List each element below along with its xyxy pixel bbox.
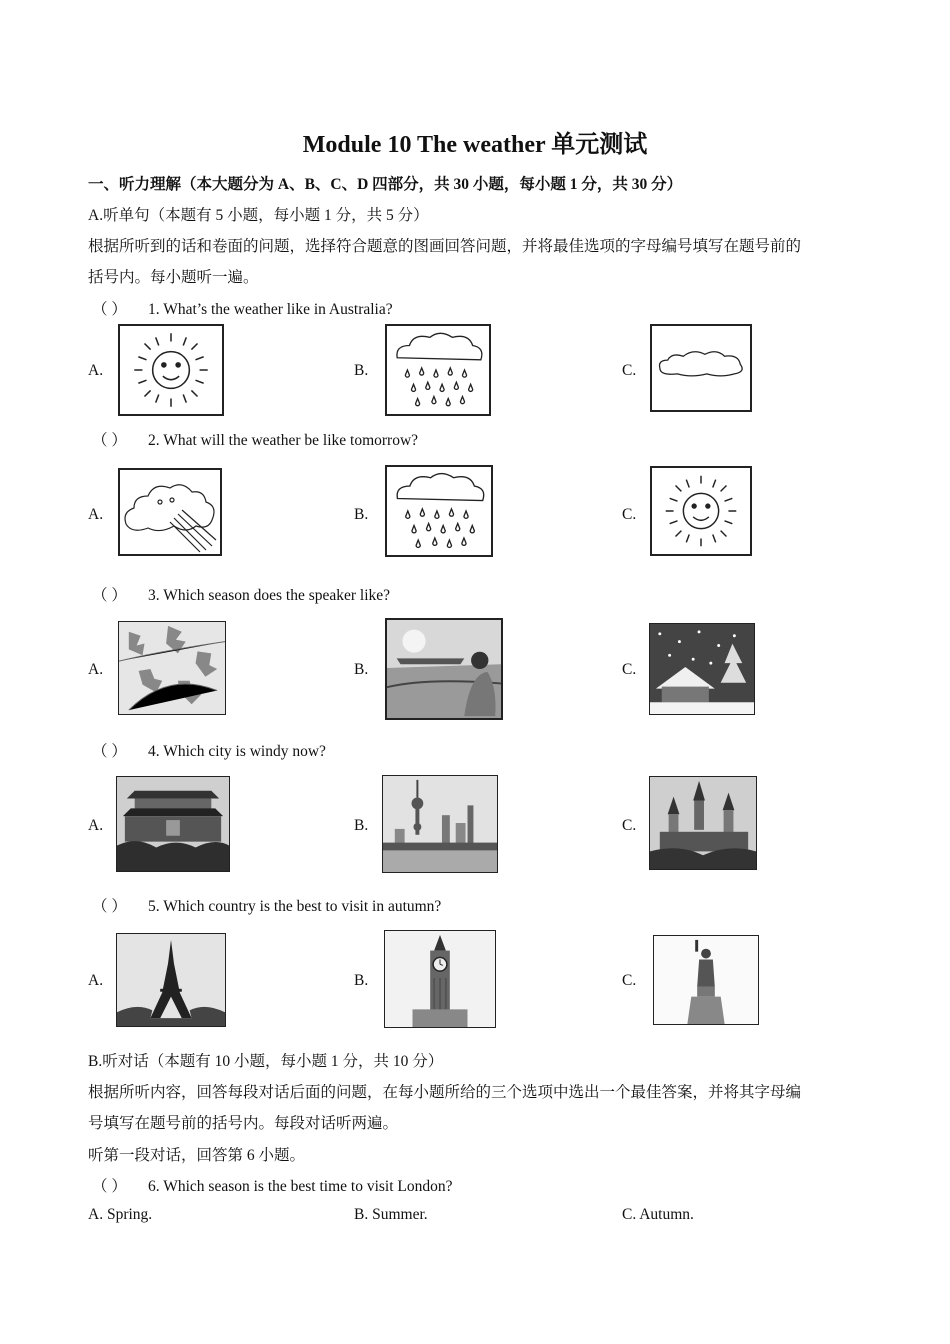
question-text: 6. Which season is the best time to visit London? xyxy=(148,1178,453,1195)
beach-photo xyxy=(385,618,503,720)
dialog-1-intro: 听第一段对话，回答第 6 小题。 xyxy=(88,1147,306,1164)
option-label: A. xyxy=(88,506,104,523)
option-label: C. xyxy=(622,817,637,834)
castle-photo xyxy=(649,776,757,870)
sun-icon xyxy=(650,466,752,556)
option-label: A. xyxy=(88,661,104,678)
eiffel-tower-photo xyxy=(116,933,226,1027)
option-label: A. xyxy=(88,972,104,989)
part-a-instruction-2: 括号内。每小题听一遍。 xyxy=(88,269,259,286)
option-label: C. xyxy=(622,506,637,523)
option-label: A. xyxy=(88,817,104,834)
question-text: 5. Which country is the best to visit in autumn? xyxy=(148,898,442,915)
question-3 xyxy=(92,583,390,605)
answer-bracket[interactable]: （ ） xyxy=(92,743,127,760)
page-title: Module 10 The weather 单元测试 xyxy=(302,132,648,158)
statue-of-liberty-photo xyxy=(653,935,759,1025)
question-5 xyxy=(92,894,441,916)
question-2 xyxy=(92,428,418,450)
option-label: C. xyxy=(622,972,637,989)
shanghai-tower-photo xyxy=(382,775,498,873)
snow-house-photo xyxy=(649,623,755,715)
answer-bracket[interactable]: （ ） xyxy=(92,898,127,915)
answer-bracket[interactable]: （ ） xyxy=(92,432,127,449)
sun-icon xyxy=(118,324,224,416)
part-a-instruction-1: 根据所听到的话和卷面的问题，选择符合题意的图画回答问题，并将最佳选项的字母编号填写在题号前的 xyxy=(88,238,802,255)
option-a[interactable]: A. Spring. xyxy=(88,1206,153,1223)
part-a-title: A.听单句（本题有 5 小题，每小题 1 分，共 5 分） xyxy=(88,207,429,224)
option-b[interactable]: B. Summer. xyxy=(354,1206,428,1223)
option-label: B. xyxy=(354,661,369,678)
tiananmen-photo xyxy=(116,776,230,872)
question-1 xyxy=(92,297,393,319)
option-label: A. xyxy=(88,362,104,379)
part-b-instruction-1: 根据所听内容，回答每段对话后面的问题，在每小题所给的三个选项中选出一个最佳答案，并将其字母编 xyxy=(88,1084,802,1101)
wind-cloud-icon xyxy=(118,468,222,556)
question-text: 3. Which season does the speaker like? xyxy=(148,587,391,604)
leaves-photo xyxy=(118,621,226,715)
answer-bracket[interactable]: （ ） xyxy=(92,1178,127,1195)
option-label: B. xyxy=(354,972,369,989)
option-label: B. xyxy=(354,362,369,379)
big-ben-photo xyxy=(384,930,496,1028)
option-label: C. xyxy=(622,362,637,379)
option-c[interactable]: C. Autumn. xyxy=(622,1206,694,1223)
part-b-title: B.听对话（本题有 10 小题，每小题 1 分，共 10 分） xyxy=(88,1053,444,1070)
section-heading: 一、听力理解（本大题分为 A、B、C、D 四部分，共 30 小题，每小题 1 分，共 30 分） xyxy=(88,176,683,193)
option-label: C. xyxy=(622,661,637,678)
question-text: 4. Which city is windy now? xyxy=(148,743,326,760)
question-text: 2. What will the weather be like tomorrow? xyxy=(148,432,419,449)
question-text: 1. What’s the weather like in Australia? xyxy=(148,301,393,318)
rain-cloud-icon xyxy=(385,324,491,416)
question-4 xyxy=(92,739,326,761)
option-label: B. xyxy=(354,817,369,834)
cloud-icon xyxy=(650,324,752,412)
rain-cloud-icon xyxy=(385,465,493,557)
part-b-instruction-2: 号填写在题号前的括号内。每段对话听两遍。 xyxy=(88,1115,399,1132)
question-6 xyxy=(92,1174,453,1196)
option-label: B. xyxy=(354,506,369,523)
answer-bracket[interactable]: （ ） xyxy=(92,301,127,318)
answer-bracket[interactable]: （ ） xyxy=(92,587,127,604)
